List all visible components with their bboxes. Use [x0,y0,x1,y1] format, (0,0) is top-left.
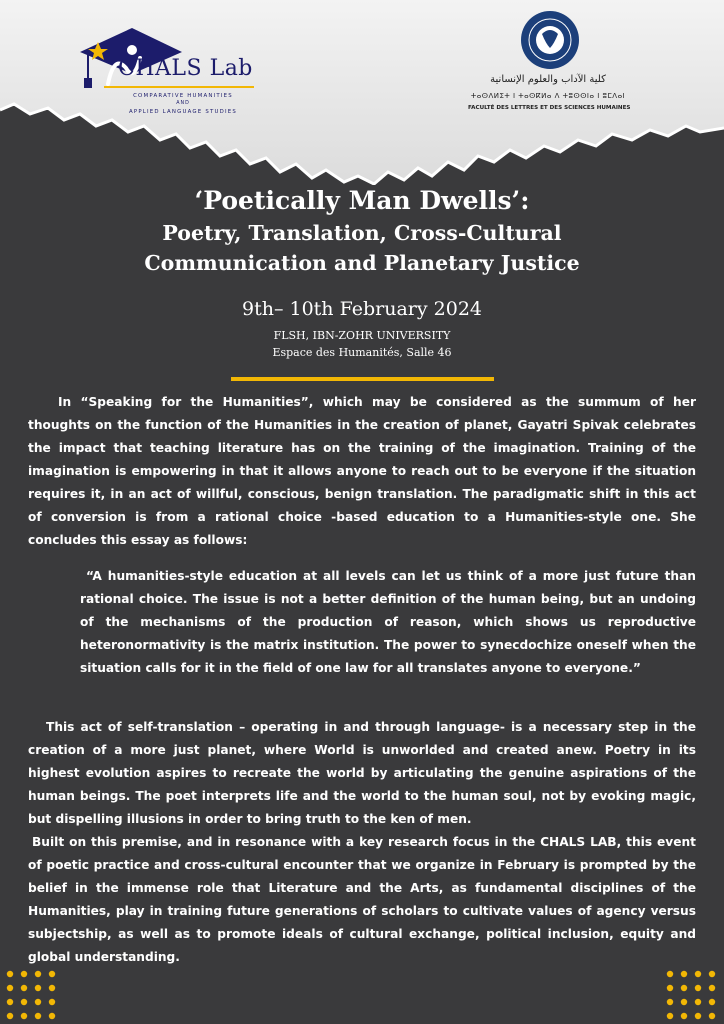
faculty-name-tifinagh: ⵜⴰⵙⴷⵍⵉⵜ ⵏ ⵜⴰⵙⴽⵍⴰ ⴷ ⵜⵓⵙⵙⵏⴰ ⵏ ⵓⵎⴷⴰⵏ [470,92,626,100]
university-seal-icon [470,8,630,78]
body-paragraph-3: Built on this premise, and in resonance with a key research focus in the CHALS LAB, this event of poetic practice and cross-cultural encounter that we organize in February is prompted by the belief in the immense role that Literature and the Arts, as fundamental disciplines of the Humanities, play in training future generations of scholars to cultivate values of agency versus subjectship, as well as to promote ideals of cultural exchange, political inclusion, equity and global understanding. [28,835,696,964]
event-title-line2: Poetry, Translation, Cross-Cultural [162,221,562,245]
decorative-dots-right [664,968,720,1024]
lab-subtitle-line2: AND [176,101,190,106]
event-venue-line1: FLSH, IBN-ZOHR UNIVERSITY [273,329,451,342]
lab-name-underline [104,86,254,88]
body-paragraph-2: This act of self-translation – operating in and through language- is a necessary step in the creation of a more just planet, where World is unworlded and created anew. Poetry in its highest evolution aspires to recreate the world by articulating the genuine aspirations of the human beings. The poet interprets life and the world to the human soul, not by evoking magic, but dispelling illusions in order to bring truth to the ken of men. [28,720,696,826]
block-quote: “A humanities-style education at all levels can let us think of a more just future than rational choice. The issue is not a better definition of the human being, but an undoing of the mechanisms of the production of reason, which shows us reproductive heteronormativity is the matrix institution. The power to synecdochize oneself when the situation calls for it in the field of one law for all translates anyone to everyone.” [80,569,696,675]
faculty-name-french: FACULTÉ DES LETTRES ET DES SCIENCES HUMAINES [468,105,631,111]
event-title-line1: ‘Poetically Man Dwells’: [194,186,530,215]
event-title-line3: Communication and Planetary Justice [144,251,580,275]
body-paragraph-1: In “Speaking for the Humanities”, which may be considered as the summum of her thoughts on the function of the Humanities in the creation of planet, Gayatri Spivak celebrates the impact that teaching literature has on the training of the imagination. Training of the imagination is empowering in that it allows anyone to reach out to be everyone if the situation requires it, in an act of willful, conscious, benign translation. The paradigmatic shift in this act of conversion is from a rational choice -based education to a Humanities-style one. She concludes this essay as follows: [28,395,696,547]
lab-subtitle-line3: APPLIED LANGUAGE STUDIES [129,109,237,115]
section-divider [231,377,494,381]
decorative-dots-left [4,968,60,1024]
event-date: 9th– 10th February 2024 [242,298,482,320]
lab-subtitle-line1: COMPARATIVE HUMANITIES [133,93,233,99]
lab-name: CHALS Lab [118,56,253,81]
faculty-name-arabic: كلية الآداب والعلوم الإنسانية [490,74,606,85]
event-venue-line2: Espace des Humanités, Salle 46 [272,346,452,359]
